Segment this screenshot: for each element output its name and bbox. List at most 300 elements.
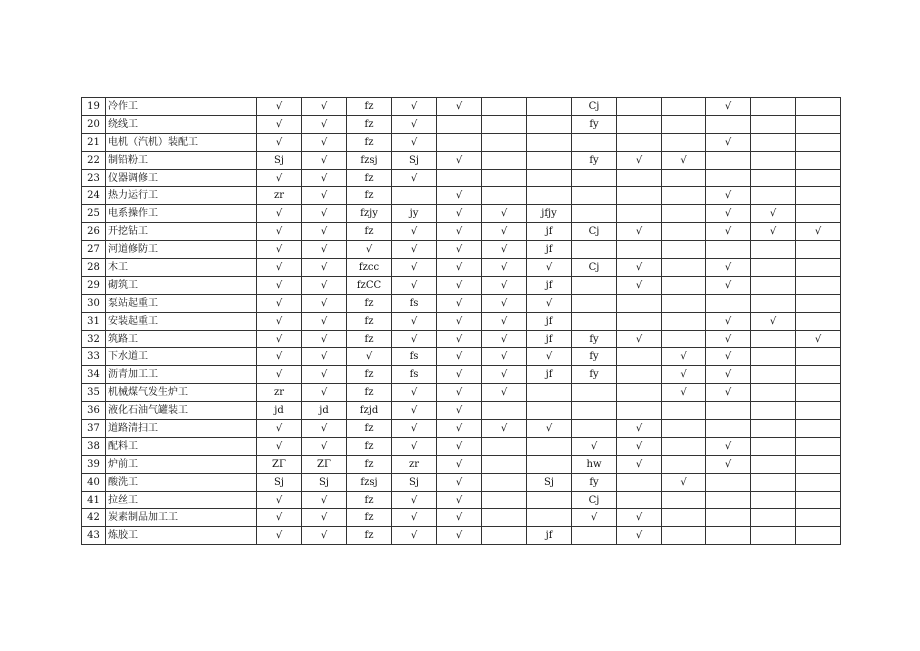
equipment-cell <box>662 205 706 223</box>
equipment-cell: √ <box>617 330 662 348</box>
equipment-cell <box>572 312 617 330</box>
equipment-cell <box>572 527 617 545</box>
equipment-cell: Cj <box>572 259 617 277</box>
equipment-cell: Sj <box>302 473 347 491</box>
job-name-cell: 炭素制品加工工 <box>106 509 257 527</box>
equipment-cell <box>706 115 751 133</box>
equipment-cell: √ <box>392 312 437 330</box>
equipment-cell <box>617 294 662 312</box>
equipment-cell: √ <box>482 276 527 294</box>
equipment-cell: √ <box>617 223 662 241</box>
equipment-cell <box>662 133 706 151</box>
equipment-cell <box>617 384 662 402</box>
equipment-cell: √ <box>257 98 302 116</box>
equipment-cell <box>527 98 572 116</box>
table-row <box>82 187 841 205</box>
equipment-cell: jf <box>527 241 572 259</box>
equipment-cell: √ <box>527 420 572 438</box>
equipment-cell: √ <box>662 473 706 491</box>
equipment-cell <box>662 115 706 133</box>
row-number: 22 <box>82 151 106 169</box>
equipment-cell: √ <box>662 384 706 402</box>
row-number: 36 <box>82 402 106 420</box>
equipment-cell: √ <box>437 455 482 473</box>
equipment-cell <box>437 133 482 151</box>
equipment-cell <box>796 276 841 294</box>
equipment-cell: fs <box>392 348 437 366</box>
equipment-cell <box>751 455 796 473</box>
equipment-cell: √ <box>751 223 796 241</box>
equipment-cell: jf <box>527 312 572 330</box>
equipment-cell <box>617 169 662 187</box>
equipment-cell <box>392 187 437 205</box>
equipment-cell: √ <box>257 115 302 133</box>
equipment-cell <box>751 509 796 527</box>
equipment-cell: √ <box>302 205 347 223</box>
equipment-cell <box>662 420 706 438</box>
equipment-cell <box>482 169 527 187</box>
equipment-cell: √ <box>302 115 347 133</box>
equipment-cell: √ <box>751 312 796 330</box>
equipment-cell <box>617 241 662 259</box>
row-number: 30 <box>82 294 106 312</box>
equipment-cell: √ <box>482 420 527 438</box>
equipment-cell: √ <box>347 348 392 366</box>
equipment-cell <box>706 509 751 527</box>
equipment-cell: jd <box>302 402 347 420</box>
row-number: 29 <box>82 276 106 294</box>
equipment-cell: fs <box>392 294 437 312</box>
equipment-cell <box>751 169 796 187</box>
equipment-cell: √ <box>302 98 347 116</box>
row-number: 26 <box>82 223 106 241</box>
equipment-cell: √ <box>617 527 662 545</box>
table-row <box>82 384 841 402</box>
equipment-cell: fzcc <box>347 259 392 277</box>
equipment-cell: jy <box>392 205 437 223</box>
equipment-cell: √ <box>302 133 347 151</box>
equipment-cell: √ <box>617 509 662 527</box>
equipment-cell: √ <box>437 348 482 366</box>
equipment-cell: √ <box>257 223 302 241</box>
equipment-cell <box>617 348 662 366</box>
equipment-cell: √ <box>706 366 751 384</box>
job-name-cell: 液化石油气罐装工 <box>106 402 257 420</box>
job-name-cell: 砌筑工 <box>106 276 257 294</box>
job-name-cell: 仪器调修工 <box>106 169 257 187</box>
table-row <box>82 527 841 545</box>
equipment-cell: √ <box>437 402 482 420</box>
equipment-cell: √ <box>437 223 482 241</box>
equipment-cell <box>617 312 662 330</box>
equipment-cell <box>796 259 841 277</box>
equipment-cell <box>482 98 527 116</box>
equipment-cell: √ <box>302 509 347 527</box>
equipment-cell: √ <box>437 312 482 330</box>
equipment-cell <box>796 348 841 366</box>
equipment-cell: √ <box>437 437 482 455</box>
equipment-cell <box>796 133 841 151</box>
row-number: 38 <box>82 437 106 455</box>
equipment-cell: √ <box>257 312 302 330</box>
equipment-cell <box>572 294 617 312</box>
equipment-cell: √ <box>662 348 706 366</box>
equipment-cell: fz <box>347 420 392 438</box>
equipment-cell <box>662 491 706 509</box>
equipment-cell: √ <box>257 133 302 151</box>
equipment-cell: √ <box>302 366 347 384</box>
equipment-cell: √ <box>482 348 527 366</box>
equipment-cell <box>662 294 706 312</box>
table-row <box>82 330 841 348</box>
row-number: 32 <box>82 330 106 348</box>
equipment-cell <box>617 402 662 420</box>
equipment-cell <box>796 241 841 259</box>
equipment-cell: √ <box>392 402 437 420</box>
equipment-cell <box>617 491 662 509</box>
equipment-cell: √ <box>302 348 347 366</box>
equipment-cell: fz <box>347 330 392 348</box>
equipment-cell: fy <box>572 115 617 133</box>
equipment-cell <box>796 437 841 455</box>
equipment-cell: fz <box>347 133 392 151</box>
equipment-cell: √ <box>617 259 662 277</box>
equipment-cell: √ <box>257 348 302 366</box>
job-name-cell: 炼胶工 <box>106 527 257 545</box>
job-name-cell: 拉丝工 <box>106 491 257 509</box>
equipment-cell: √ <box>482 205 527 223</box>
equipment-cell: √ <box>392 169 437 187</box>
equipment-cell: √ <box>796 223 841 241</box>
equipment-cell: fz <box>347 384 392 402</box>
equipment-cell: √ <box>706 223 751 241</box>
equipment-cell <box>527 187 572 205</box>
equipment-cell: fs <box>392 366 437 384</box>
equipment-cell <box>617 366 662 384</box>
equipment-cell <box>482 187 527 205</box>
equipment-cell <box>527 509 572 527</box>
equipment-cell: Cj <box>572 98 617 116</box>
equipment-cell <box>751 348 796 366</box>
equipment-cell: fy <box>572 473 617 491</box>
equipment-cell: √ <box>257 491 302 509</box>
equipment-cell: √ <box>302 294 347 312</box>
equipment-cell: √ <box>302 491 347 509</box>
equipment-cell <box>527 169 572 187</box>
equipment-cell: √ <box>706 330 751 348</box>
equipment-cell: fy <box>572 348 617 366</box>
equipment-cell: √ <box>257 366 302 384</box>
equipment-cell: √ <box>392 509 437 527</box>
equipment-cell: √ <box>347 241 392 259</box>
equipment-cell <box>527 115 572 133</box>
equipment-cell: √ <box>437 491 482 509</box>
equipment-cell: √ <box>437 241 482 259</box>
equipment-cell <box>751 527 796 545</box>
table-row <box>82 455 841 473</box>
equipment-cell: jf <box>527 223 572 241</box>
equipment-cell: √ <box>437 276 482 294</box>
table-row <box>82 294 841 312</box>
job-name-cell: 绕线工 <box>106 115 257 133</box>
row-number: 31 <box>82 312 106 330</box>
row-number: 37 <box>82 420 106 438</box>
job-name-cell: 安装起重工 <box>106 312 257 330</box>
equipment-cell <box>751 330 796 348</box>
table-row <box>82 366 841 384</box>
equipment-cell: √ <box>706 259 751 277</box>
equipment-cell: Cj <box>572 223 617 241</box>
equipment-cell <box>751 294 796 312</box>
equipment-cell: √ <box>706 384 751 402</box>
equipment-cell <box>572 133 617 151</box>
equipment-cell: √ <box>257 437 302 455</box>
equipment-cell: √ <box>437 527 482 545</box>
equipment-cell: fzsj <box>347 473 392 491</box>
table-row <box>82 205 841 223</box>
equipment-cell: √ <box>437 259 482 277</box>
job-name-cell: 冷作工 <box>106 98 257 116</box>
equipment-cell <box>527 133 572 151</box>
equipment-cell <box>482 473 527 491</box>
equipment-cell <box>662 509 706 527</box>
equipment-cell: √ <box>257 169 302 187</box>
row-number: 40 <box>82 473 106 491</box>
equipment-cell: √ <box>392 276 437 294</box>
equipment-cell: √ <box>706 98 751 116</box>
job-name-cell: 制铅粉工 <box>106 151 257 169</box>
equipment-cell: fz <box>347 437 392 455</box>
equipment-cell: √ <box>706 276 751 294</box>
equipment-cell <box>751 187 796 205</box>
equipment-cell <box>796 312 841 330</box>
equipment-cell <box>706 169 751 187</box>
equipment-cell: ZΓ <box>257 455 302 473</box>
equipment-cell: fz <box>347 527 392 545</box>
equipment-cell: √ <box>257 509 302 527</box>
equipment-cell <box>572 420 617 438</box>
equipment-cell: √ <box>706 348 751 366</box>
row-number: 25 <box>82 205 106 223</box>
equipment-cell: √ <box>302 169 347 187</box>
equipment-cell <box>796 420 841 438</box>
equipment-cell <box>662 169 706 187</box>
equipment-cell: √ <box>392 241 437 259</box>
equipment-cell: √ <box>437 366 482 384</box>
equipment-cell <box>482 115 527 133</box>
equipment-cell: ZΓ <box>302 455 347 473</box>
equipment-cell <box>527 402 572 420</box>
equipment-cell: √ <box>482 312 527 330</box>
row-number: 35 <box>82 384 106 402</box>
equipment-cell: √ <box>257 241 302 259</box>
equipment-cell <box>796 187 841 205</box>
equipment-cell: √ <box>706 437 751 455</box>
equipment-cell: √ <box>706 205 751 223</box>
row-number: 39 <box>82 455 106 473</box>
equipment-cell <box>617 133 662 151</box>
equipment-cell: √ <box>617 276 662 294</box>
equipment-cell: √ <box>482 294 527 312</box>
equipment-cell: Sj <box>257 473 302 491</box>
equipment-cell <box>662 455 706 473</box>
equipment-cell: √ <box>392 491 437 509</box>
equipment-cell: fz <box>347 98 392 116</box>
equipment-cell: hw <box>572 455 617 473</box>
equipment-cell <box>662 402 706 420</box>
equipment-cell: fz <box>347 366 392 384</box>
equipment-cell <box>706 491 751 509</box>
equipment-cell <box>482 437 527 455</box>
equipment-cell <box>662 330 706 348</box>
equipment-cell <box>751 133 796 151</box>
job-name-cell: 酸洗工 <box>106 473 257 491</box>
row-number: 20 <box>82 115 106 133</box>
equipment-cell: √ <box>706 133 751 151</box>
equipment-cell: √ <box>437 509 482 527</box>
equipment-cell: fzsj <box>347 151 392 169</box>
equipment-cell: √ <box>796 330 841 348</box>
equipment-cell <box>751 98 796 116</box>
equipment-cell: √ <box>302 241 347 259</box>
equipment-cell <box>796 115 841 133</box>
job-name-cell: 泵站起重工 <box>106 294 257 312</box>
equipment-cell: √ <box>302 420 347 438</box>
equipment-cell <box>662 223 706 241</box>
equipment-cell <box>796 169 841 187</box>
row-number: 27 <box>82 241 106 259</box>
equipment-cell <box>751 420 796 438</box>
job-name-cell: 下水道工 <box>106 348 257 366</box>
equipment-cell: √ <box>706 455 751 473</box>
equipment-cell <box>617 473 662 491</box>
equipment-cell <box>706 420 751 438</box>
equipment-cell: √ <box>302 330 347 348</box>
equipment-cell: √ <box>257 420 302 438</box>
equipment-cell <box>796 455 841 473</box>
equipment-cell: fz <box>347 223 392 241</box>
job-name-cell: 开挖钻工 <box>106 223 257 241</box>
table-row <box>82 491 841 509</box>
equipment-cell: jf <box>527 366 572 384</box>
row-number: 42 <box>82 509 106 527</box>
equipment-cell: √ <box>437 294 482 312</box>
equipment-cell: √ <box>302 276 347 294</box>
job-name-cell: 道路清扫工 <box>106 420 257 438</box>
equipment-cell <box>572 276 617 294</box>
equipment-cell: fz <box>347 294 392 312</box>
equipment-cell <box>662 187 706 205</box>
equipment-cell: √ <box>706 187 751 205</box>
equipment-cell: √ <box>482 223 527 241</box>
equipment-cell: zr <box>257 187 302 205</box>
table-row <box>82 276 841 294</box>
equipment-cell <box>482 491 527 509</box>
row-number: 19 <box>82 98 106 116</box>
job-name-cell: 沥青加工工 <box>106 366 257 384</box>
equipment-cell <box>796 527 841 545</box>
equipment-cell: fy <box>572 330 617 348</box>
job-name-cell: 热力运行工 <box>106 187 257 205</box>
equipment-cell: √ <box>482 241 527 259</box>
equipment-cell: √ <box>392 420 437 438</box>
equipment-cell: √ <box>302 384 347 402</box>
equipment-cell: √ <box>437 187 482 205</box>
equipment-cell: fzjy <box>347 205 392 223</box>
equipment-cell: √ <box>257 527 302 545</box>
equipment-cell: √ <box>257 259 302 277</box>
equipment-cell: √ <box>437 205 482 223</box>
equipment-cell: √ <box>527 348 572 366</box>
equipment-cell <box>751 259 796 277</box>
equipment-cell <box>751 402 796 420</box>
equipment-cell: √ <box>392 133 437 151</box>
equipment-cell <box>527 151 572 169</box>
equipment-cell <box>572 384 617 402</box>
equipment-cell: zr <box>392 455 437 473</box>
equipment-cell: √ <box>482 330 527 348</box>
equipment-cell <box>482 527 527 545</box>
equipment-cell: √ <box>527 294 572 312</box>
equipment-cell: fz <box>347 312 392 330</box>
equipment-cell: √ <box>392 98 437 116</box>
row-number: 28 <box>82 259 106 277</box>
equipment-cell <box>796 402 841 420</box>
equipment-cell <box>437 169 482 187</box>
equipment-cell <box>617 187 662 205</box>
equipment-cell <box>706 151 751 169</box>
equipment-cell <box>706 402 751 420</box>
equipment-cell <box>751 241 796 259</box>
equipment-cell <box>751 491 796 509</box>
equipment-cell <box>796 384 841 402</box>
equipment-cell: √ <box>751 205 796 223</box>
equipment-cell <box>751 437 796 455</box>
equipment-cell: √ <box>482 384 527 402</box>
equipment-cell: fy <box>572 366 617 384</box>
equipment-cell <box>662 527 706 545</box>
equipment-cell: fz <box>347 455 392 473</box>
equipment-cell <box>796 151 841 169</box>
equipment-cell <box>662 312 706 330</box>
equipment-cell <box>617 205 662 223</box>
equipment-cell <box>796 473 841 491</box>
equipment-cell: √ <box>392 437 437 455</box>
job-name-cell: 筑路工 <box>106 330 257 348</box>
equipment-cell: √ <box>662 366 706 384</box>
equipment-cell: Sj <box>392 473 437 491</box>
equipment-cell: fzCC <box>347 276 392 294</box>
equipment-cell: √ <box>437 420 482 438</box>
equipment-cell: zr <box>257 384 302 402</box>
equipment-cell: √ <box>617 437 662 455</box>
row-number: 21 <box>82 133 106 151</box>
equipment-cell: √ <box>617 151 662 169</box>
equipment-cell <box>751 473 796 491</box>
equipment-cell <box>527 491 572 509</box>
table-body <box>82 98 841 545</box>
table-row <box>82 133 841 151</box>
equipment-cell: fz <box>347 169 392 187</box>
equipment-cell: √ <box>392 115 437 133</box>
row-number: 24 <box>82 187 106 205</box>
equipment-cell <box>437 115 482 133</box>
table-row <box>82 223 841 241</box>
equipment-cell: jf <box>527 330 572 348</box>
equipment-cell <box>662 259 706 277</box>
equipment-cell: jfjy <box>527 205 572 223</box>
equipment-cell: √ <box>437 330 482 348</box>
